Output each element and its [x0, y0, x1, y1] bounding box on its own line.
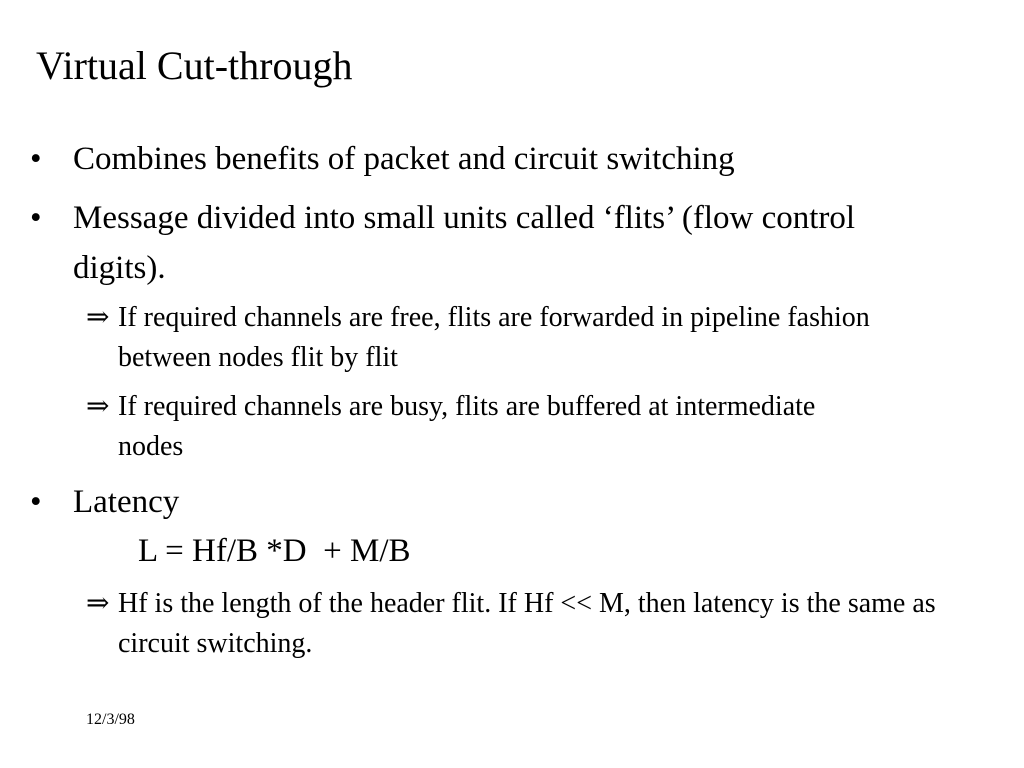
bullet-text: Message divided into small units called ‘flits’ (flow control digits). — [73, 200, 856, 286]
bullet-dot: • — [30, 484, 42, 520]
implies-arrow-icon: ⇒ — [86, 302, 110, 333]
slide-title: Virtual Cut-through — [36, 43, 353, 88]
bullet-dot: • — [30, 200, 42, 236]
implies-arrow-icon: ⇒ — [86, 391, 110, 422]
bullet-text: Latency — [73, 484, 180, 520]
implies-arrow-icon: ⇒ — [86, 588, 110, 619]
latency-formula: L = Hf/B *D + M/B — [138, 533, 411, 569]
bullet-text: Combines benefits of packet and circuit switching — [73, 141, 735, 177]
bullet-dot: • — [30, 141, 42, 177]
footer-date: 12/3/98 — [86, 711, 135, 728]
sub-bullet-text: Hf is the length of the header flit. If Hf << M, then latency is the same as circuit switching. — [118, 588, 936, 659]
sub-bullet-text: If required channels are busy, flits are buffered at intermediate nodes — [118, 391, 816, 462]
sub-bullet-text: If required channels are free, flits are forwarded in pipeline fashion between nodes flit by flit — [118, 302, 870, 373]
